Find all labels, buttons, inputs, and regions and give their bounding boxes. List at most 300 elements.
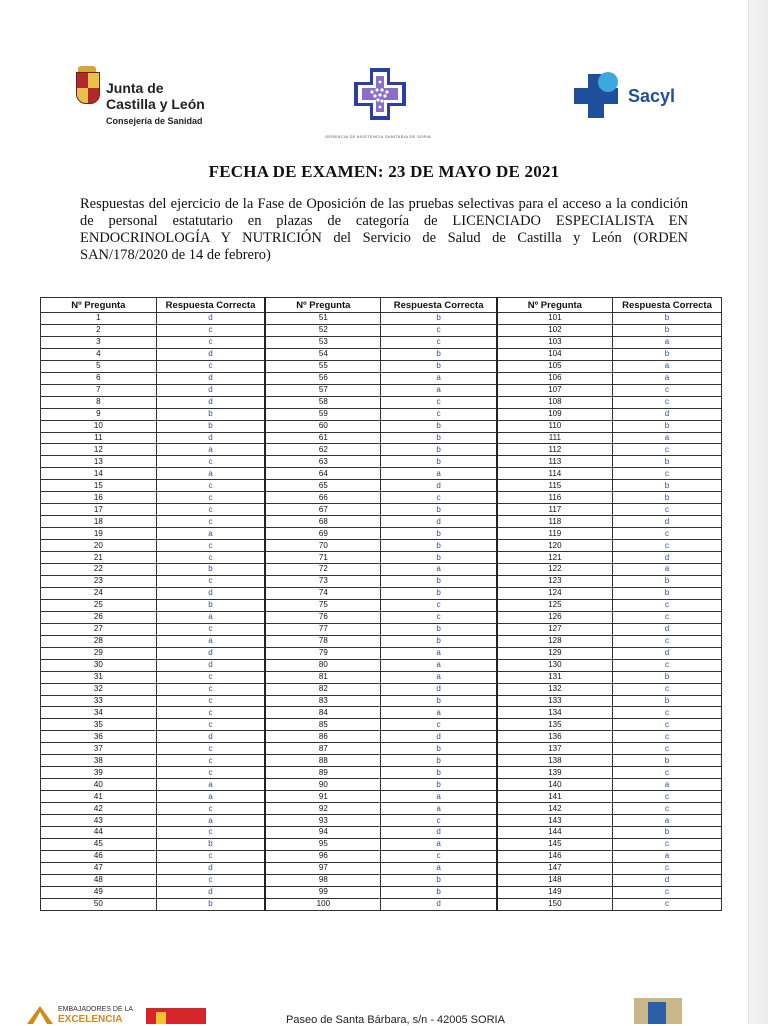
correct-answer: c — [613, 767, 722, 779]
correct-answer: a — [381, 384, 497, 396]
question-number: 30 — [41, 659, 157, 671]
correct-answer: a — [613, 850, 722, 862]
question-number: 21 — [41, 552, 157, 564]
question-number: 49 — [41, 886, 157, 898]
correct-answer: d — [381, 480, 497, 492]
table-row — [41, 803, 722, 815]
correct-answer: b — [156, 420, 265, 432]
question-number: 131 — [497, 671, 613, 683]
question-number: 101 — [497, 313, 613, 325]
correct-answer: c — [156, 552, 265, 564]
correct-answer: c — [613, 599, 722, 611]
question-number: 95 — [265, 838, 381, 850]
correct-answer: b — [613, 348, 722, 360]
question-number: 98 — [265, 874, 381, 886]
question-number: 55 — [265, 360, 381, 372]
table-header-row — [41, 298, 722, 313]
flag-logo-icon — [146, 1008, 206, 1024]
question-number: 71 — [265, 552, 381, 564]
table-row — [41, 336, 722, 348]
exam-date-title: FECHA DE EXAMEN: 23 DE MAYO DE 2021 — [208, 162, 560, 181]
correct-answer: c — [381, 336, 497, 348]
correct-answer: c — [156, 575, 265, 587]
correct-answer: b — [381, 623, 497, 635]
question-number: 24 — [41, 587, 157, 599]
correct-answer: c — [156, 803, 265, 815]
question-number: 144 — [497, 826, 613, 838]
question-number: 14 — [41, 468, 157, 480]
table-row — [41, 815, 722, 827]
question-number: 92 — [265, 803, 381, 815]
table-row — [41, 850, 722, 862]
correct-answer: d — [613, 516, 722, 528]
question-number: 118 — [497, 516, 613, 528]
correct-answer: c — [381, 719, 497, 731]
question-number: 8 — [41, 396, 157, 408]
correct-answer: c — [381, 396, 497, 408]
gerencia-logo — [350, 66, 410, 122]
table-row — [41, 468, 722, 480]
column-header: Nº Pregunta — [497, 298, 613, 313]
question-number: 70 — [265, 540, 381, 552]
question-number: 81 — [265, 671, 381, 683]
junta-castilla-leon-logo — [76, 66, 226, 128]
question-number: 115 — [497, 480, 613, 492]
question-number: 52 — [265, 324, 381, 336]
question-number: 32 — [41, 683, 157, 695]
column-header: Nº Pregunta — [41, 298, 157, 313]
correct-answer: c — [613, 707, 722, 719]
correct-answer: c — [613, 862, 722, 874]
question-number: 102 — [497, 324, 613, 336]
table-row — [41, 695, 722, 707]
question-number: 105 — [497, 360, 613, 372]
question-number: 91 — [265, 791, 381, 803]
triangle-logo-icon — [26, 1004, 54, 1024]
table-row — [41, 564, 722, 576]
question-number: 122 — [497, 564, 613, 576]
question-number: 29 — [41, 647, 157, 659]
table-row — [41, 396, 722, 408]
table-row — [41, 432, 722, 444]
correct-answer: b — [381, 755, 497, 767]
correct-answer: a — [381, 838, 497, 850]
question-number: 100 — [265, 898, 381, 910]
column-header: Respuesta Correcta — [381, 298, 497, 313]
question-number: 106 — [497, 372, 613, 384]
answers-body — [41, 313, 722, 911]
question-number: 28 — [41, 635, 157, 647]
question-number: 121 — [497, 552, 613, 564]
correct-answer: c — [156, 874, 265, 886]
table-row — [41, 635, 722, 647]
table-row — [41, 647, 722, 659]
question-number: 13 — [41, 456, 157, 468]
table-row — [41, 707, 722, 719]
correct-answer: c — [156, 850, 265, 862]
table-row — [41, 540, 722, 552]
correct-answer: b — [156, 838, 265, 850]
question-number: 82 — [265, 683, 381, 695]
correct-answer: d — [156, 396, 265, 408]
correct-answer: a — [381, 803, 497, 815]
correct-answer: c — [613, 384, 722, 396]
correct-answer: b — [381, 348, 497, 360]
correct-answer: c — [613, 791, 722, 803]
question-number: 99 — [265, 886, 381, 898]
correct-answer: c — [156, 480, 265, 492]
correct-answer: b — [381, 635, 497, 647]
question-number: 67 — [265, 504, 381, 516]
table-row — [41, 504, 722, 516]
correct-answer: c — [381, 492, 497, 504]
correct-answer: b — [381, 779, 497, 791]
question-number: 107 — [497, 384, 613, 396]
correct-answer: c — [156, 623, 265, 635]
correct-answer: b — [381, 552, 497, 564]
table-row — [41, 826, 722, 838]
question-number: 20 — [41, 540, 157, 552]
question-number: 132 — [497, 683, 613, 695]
correct-answer: c — [613, 683, 722, 695]
correct-answer: b — [381, 504, 497, 516]
correct-answer: a — [381, 372, 497, 384]
question-number: 54 — [265, 348, 381, 360]
correct-answer: d — [381, 731, 497, 743]
question-number: 150 — [497, 898, 613, 910]
question-number: 143 — [497, 815, 613, 827]
correct-answer: c — [381, 611, 497, 623]
question-number: 110 — [497, 420, 613, 432]
question-number: 3 — [41, 336, 157, 348]
correct-answer: b — [156, 564, 265, 576]
correct-answer: a — [156, 444, 265, 456]
correct-answer: b — [381, 540, 497, 552]
question-number: 69 — [265, 528, 381, 540]
correct-answer: d — [156, 384, 265, 396]
question-number: 76 — [265, 611, 381, 623]
question-number: 36 — [41, 731, 157, 743]
table-row — [41, 659, 722, 671]
question-number: 139 — [497, 767, 613, 779]
table-row — [41, 599, 722, 611]
correct-answer: c — [613, 468, 722, 480]
correct-answer: b — [613, 695, 722, 707]
correct-answer: d — [381, 516, 497, 528]
question-number: 84 — [265, 707, 381, 719]
question-number: 53 — [265, 336, 381, 348]
correct-answer: d — [156, 647, 265, 659]
question-number: 128 — [497, 635, 613, 647]
question-number: 50 — [41, 898, 157, 910]
correct-answer: d — [613, 647, 722, 659]
question-number: 40 — [41, 779, 157, 791]
correct-answer: a — [381, 647, 497, 659]
table-row — [41, 587, 722, 599]
question-number: 111 — [497, 432, 613, 444]
correct-answer: c — [613, 611, 722, 623]
correct-answer: d — [613, 552, 722, 564]
correct-answer: c — [381, 815, 497, 827]
question-number: 12 — [41, 444, 157, 456]
correct-answer: a — [381, 659, 497, 671]
question-number: 68 — [265, 516, 381, 528]
jcyl-department: Consejería de Sanidad — [106, 116, 203, 126]
table-row — [41, 767, 722, 779]
question-number: 46 — [41, 850, 157, 862]
correct-answer: c — [613, 719, 722, 731]
question-number: 123 — [497, 575, 613, 587]
question-number: 134 — [497, 707, 613, 719]
correct-answer: c — [156, 492, 265, 504]
question-number: 37 — [41, 743, 157, 755]
question-number: 124 — [497, 587, 613, 599]
correct-answer: b — [381, 575, 497, 587]
question-number: 2 — [41, 324, 157, 336]
correct-answer: c — [613, 528, 722, 540]
correct-answer: b — [381, 432, 497, 444]
correct-answer: c — [613, 731, 722, 743]
table-row — [41, 862, 722, 874]
correct-answer: a — [156, 611, 265, 623]
question-number: 27 — [41, 623, 157, 635]
correct-answer: b — [381, 874, 497, 886]
table-row — [41, 898, 722, 910]
correct-answer: c — [381, 599, 497, 611]
question-number: 31 — [41, 671, 157, 683]
correct-answer: b — [613, 587, 722, 599]
table-row — [41, 623, 722, 635]
table-row — [41, 719, 722, 731]
question-number: 74 — [265, 587, 381, 599]
correct-answer: c — [156, 767, 265, 779]
question-number: 35 — [41, 719, 157, 731]
correct-answer: c — [156, 755, 265, 767]
correct-answer: b — [381, 456, 497, 468]
question-number: 125 — [497, 599, 613, 611]
correct-answer: d — [156, 372, 265, 384]
question-number: 18 — [41, 516, 157, 528]
footer-address: Paseo de Santa Bárbara, s/n - 42005 SORIA — [286, 1014, 505, 1026]
correct-answer: b — [381, 313, 497, 325]
question-number: 146 — [497, 850, 613, 862]
question-number: 90 — [265, 779, 381, 791]
question-number: 85 — [265, 719, 381, 731]
sacyl-cross-icon — [574, 68, 626, 124]
table-row — [41, 480, 722, 492]
question-number: 113 — [497, 456, 613, 468]
table-row — [41, 492, 722, 504]
question-number: 77 — [265, 623, 381, 635]
correct-answer: d — [381, 683, 497, 695]
question-number: 6 — [41, 372, 157, 384]
correct-answer: c — [613, 803, 722, 815]
correct-answer: c — [613, 838, 722, 850]
footer-excelencia-text: EXCELENCIA — [58, 1014, 123, 1025]
correct-answer: c — [156, 336, 265, 348]
question-number: 48 — [41, 874, 157, 886]
correct-answer: a — [613, 360, 722, 372]
correct-answer: a — [156, 468, 265, 480]
correct-answer: b — [613, 420, 722, 432]
question-number: 4 — [41, 348, 157, 360]
table-row — [41, 575, 722, 587]
question-number: 88 — [265, 755, 381, 767]
question-number: 127 — [497, 623, 613, 635]
correct-answer: c — [156, 707, 265, 719]
question-number: 33 — [41, 695, 157, 707]
coat-of-arms-icon — [76, 72, 100, 104]
correct-answer: d — [156, 587, 265, 599]
table-row — [41, 886, 722, 898]
question-number: 97 — [265, 862, 381, 874]
correct-answer: a — [613, 815, 722, 827]
correct-answer: c — [381, 324, 497, 336]
correct-answer: a — [381, 862, 497, 874]
question-number: 116 — [497, 492, 613, 504]
correct-answer: d — [156, 886, 265, 898]
table-row — [41, 408, 722, 420]
question-number: 138 — [497, 755, 613, 767]
footer-right-emblem-icon — [648, 1002, 666, 1024]
question-number: 25 — [41, 599, 157, 611]
question-number: 78 — [265, 635, 381, 647]
correct-answer: b — [381, 444, 497, 456]
correct-answer: c — [613, 898, 722, 910]
table-row — [41, 360, 722, 372]
correct-answer: c — [156, 743, 265, 755]
question-number: 39 — [41, 767, 157, 779]
correct-answer: c — [156, 540, 265, 552]
table-row — [41, 348, 722, 360]
table-row — [41, 313, 722, 325]
correct-answer: b — [156, 599, 265, 611]
correct-answer: d — [156, 862, 265, 874]
correct-answer: a — [156, 779, 265, 791]
question-number: 66 — [265, 492, 381, 504]
table-row — [41, 838, 722, 850]
table-row — [41, 552, 722, 564]
correct-answer: c — [381, 408, 497, 420]
correct-answer: c — [156, 719, 265, 731]
correct-answer: c — [156, 671, 265, 683]
page-edge — [748, 0, 768, 1024]
flag-emblem-icon — [156, 1012, 166, 1024]
correct-answer: d — [613, 874, 722, 886]
table-row — [41, 384, 722, 396]
correct-answer: d — [156, 348, 265, 360]
question-number: 61 — [265, 432, 381, 444]
correct-answer: a — [381, 791, 497, 803]
footer-embajadores-text: EMBAJADORES DE LA — [58, 1006, 134, 1013]
question-number: 41 — [41, 791, 157, 803]
correct-answer: d — [156, 432, 265, 444]
column-header: Nº Pregunta — [265, 298, 381, 313]
table-row — [41, 456, 722, 468]
correct-answer: c — [156, 826, 265, 838]
correct-answer: c — [613, 540, 722, 552]
correct-answer: a — [156, 815, 265, 827]
cross-logo-icon — [350, 66, 410, 122]
correct-answer: c — [613, 743, 722, 755]
column-header: Respuesta Correcta — [613, 298, 722, 313]
correct-answer: a — [613, 432, 722, 444]
question-number: 86 — [265, 731, 381, 743]
question-number: 22 — [41, 564, 157, 576]
correct-answer: d — [381, 826, 497, 838]
jcyl-name-line1: Junta de — [106, 80, 164, 96]
question-number: 79 — [265, 647, 381, 659]
question-number: 63 — [265, 456, 381, 468]
question-number: 108 — [497, 396, 613, 408]
correct-answer: b — [613, 324, 722, 336]
question-number: 129 — [497, 647, 613, 659]
correct-answer: b — [156, 898, 265, 910]
gerencia-caption: GERENCIA DE ASISTENCIA SANITARIA DE SORIA — [324, 134, 432, 139]
question-number: 34 — [41, 707, 157, 719]
table-row — [41, 324, 722, 336]
correct-answer: b — [613, 826, 722, 838]
question-number: 57 — [265, 384, 381, 396]
correct-answer: c — [156, 695, 265, 707]
correct-answer: b — [613, 456, 722, 468]
table-row — [41, 683, 722, 695]
correct-answer: b — [381, 743, 497, 755]
correct-answer: b — [613, 492, 722, 504]
table-row — [41, 671, 722, 683]
question-number: 9 — [41, 408, 157, 420]
correct-answer: c — [613, 504, 722, 516]
question-number: 43 — [41, 815, 157, 827]
question-number: 58 — [265, 396, 381, 408]
question-number: 60 — [265, 420, 381, 432]
question-number: 87 — [265, 743, 381, 755]
table-row — [41, 779, 722, 791]
correct-answer: c — [156, 324, 265, 336]
table-row — [41, 528, 722, 540]
correct-answer: a — [156, 791, 265, 803]
question-number: 89 — [265, 767, 381, 779]
correct-answer: a — [156, 528, 265, 540]
correct-answer: d — [156, 731, 265, 743]
question-number: 133 — [497, 695, 613, 707]
correct-answer: b — [613, 671, 722, 683]
question-number: 15 — [41, 480, 157, 492]
question-number: 26 — [41, 611, 157, 623]
correct-answer: a — [613, 564, 722, 576]
correct-answer: b — [156, 408, 265, 420]
correct-answer: b — [381, 767, 497, 779]
table-row — [41, 372, 722, 384]
question-number: 72 — [265, 564, 381, 576]
question-number: 142 — [497, 803, 613, 815]
table-row — [41, 420, 722, 432]
correct-answer: b — [381, 695, 497, 707]
question-number: 149 — [497, 886, 613, 898]
question-number: 17 — [41, 504, 157, 516]
correct-answer: d — [613, 623, 722, 635]
question-number: 16 — [41, 492, 157, 504]
question-number: 141 — [497, 791, 613, 803]
correct-answer: b — [613, 575, 722, 587]
question-number: 117 — [497, 504, 613, 516]
table-row — [41, 516, 722, 528]
correct-answer: b — [381, 420, 497, 432]
question-number: 62 — [265, 444, 381, 456]
question-number: 56 — [265, 372, 381, 384]
question-number: 83 — [265, 695, 381, 707]
question-number: 112 — [497, 444, 613, 456]
